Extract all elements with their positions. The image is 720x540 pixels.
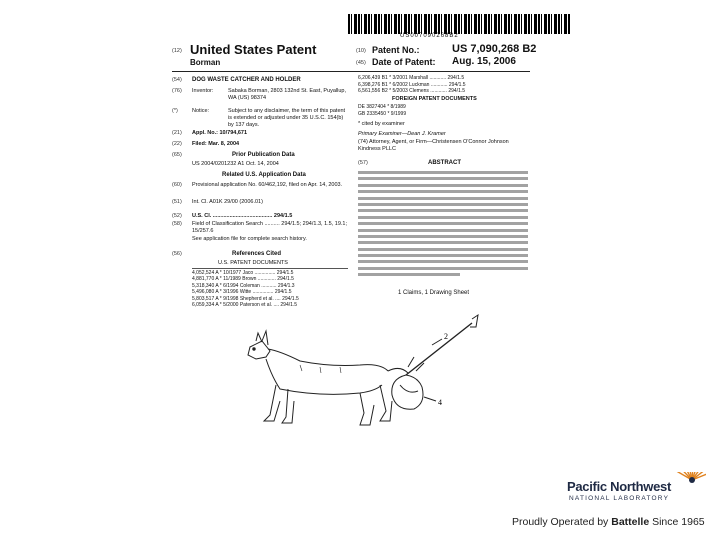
- foreign-list: [358, 104, 528, 117]
- inventor-field: Sabaka Borman, 2803 132nd St. East, Puyallup, WA (US) 98374: [228, 88, 347, 102]
- abstract-line: [358, 248, 528, 251]
- field-search: Field of Classification Search .......... 294/1.5; 294/1.3, 1.5, 19.1; 15/257.6: [192, 221, 348, 235]
- attorney: (74) Attorney, Agent, or Firm—Christensen O'Connor Johnson Kindness PLLC: [358, 139, 509, 153]
- catcher-grip: [470, 315, 478, 327]
- barcode-number: US007090268B2: [400, 33, 459, 39]
- code-52: (52): [172, 213, 182, 219]
- catcher-clip: [408, 357, 424, 371]
- code-76: (76): [172, 88, 182, 94]
- catcher-cup: [392, 375, 423, 409]
- foreign-title: FOREIGN PATENT DOCUMENTS: [392, 96, 477, 102]
- abstract-line: [358, 209, 528, 212]
- code-notice: (*): [172, 108, 178, 114]
- inventor-short: Borman: [190, 58, 221, 67]
- code-10: (10): [356, 48, 366, 54]
- code-60: (60): [172, 182, 182, 188]
- patent-date: Aug. 15, 2006: [452, 56, 516, 67]
- pnnl-name: Pacific Northwest: [567, 479, 671, 494]
- dog-eye: [253, 348, 255, 350]
- foreign-item: DE 3827404 * 8/1989: [358, 104, 406, 110]
- refs-cont-list: [358, 75, 528, 95]
- code-65: (65): [172, 152, 182, 158]
- abstract-line: [358, 184, 528, 187]
- ref-item: 5,318,340 A * 6/1994 Coleman ........... 294/1.3: [192, 282, 295, 289]
- dog-figure: [248, 331, 408, 425]
- ref-item: 6,206,439 B1 * 3/2001 Marshall ............ 294/1.5: [358, 75, 465, 81]
- int-cl: Int. Cl. A01K 29/00 (2006.01): [192, 199, 263, 205]
- ref-item: 4,052,524 A * 10/1977 Jaco ............... 294/1.5: [192, 270, 294, 276]
- refs-list: [192, 270, 352, 308]
- refs-title: References Cited: [232, 251, 282, 257]
- abstract-line: [358, 235, 528, 238]
- abstract-line: [358, 229, 528, 232]
- dog-front-leg: [282, 389, 294, 423]
- field-note: See application file for complete search history.: [192, 236, 307, 242]
- fig-label-2: 2: [444, 332, 448, 341]
- code-58: (58): [172, 221, 182, 227]
- foreign-item: GB 2335450 * 9/1999: [358, 110, 407, 117]
- dog-ear: [256, 333, 262, 342]
- provisional-app: Provisional application No. 60/462,192, filed on Apr. 14, 2003.: [192, 182, 343, 188]
- patent-no-label: Patent No.:: [372, 45, 420, 55]
- prior-pub: US 2004/0201232 A1 Oct. 14, 2004: [192, 161, 279, 167]
- invention-title: DOG WASTE CATCHER AND HOLDER: [192, 77, 301, 83]
- code-56: (56): [172, 251, 182, 257]
- catcher-device: [392, 315, 478, 409]
- abstract-line: [358, 267, 528, 270]
- related-title: Related U.S. Application Data: [222, 172, 306, 178]
- label-leader: [424, 397, 436, 401]
- claims-line: 1 Claims, 1 Drawing Sheet: [398, 290, 470, 296]
- ref-item: 4,881,770 A * 11/1989 Brown ............. 294/1.5: [192, 276, 294, 283]
- dog-tail: [388, 368, 408, 373]
- abstract-title: ABSTRACT: [428, 160, 461, 166]
- abstract-line: [358, 222, 528, 225]
- dog-hind-leg: [360, 393, 374, 425]
- abstract-line: [358, 254, 528, 257]
- catcher-handle: [406, 323, 472, 375]
- dog-back: [268, 349, 388, 371]
- ref-item: 5,803,517 A * 9/1998 Shepherd et al. .... 294/1.5: [192, 295, 299, 302]
- code-12: (12): [172, 48, 182, 54]
- pnnl-sub: NATIONAL LABORATORY: [569, 495, 670, 502]
- dog-front-leg: [264, 385, 280, 421]
- label-leader: [432, 339, 442, 345]
- cited-note: * cited by examiner: [358, 121, 405, 127]
- code-57: (57): [358, 160, 368, 166]
- abstract-line: [358, 203, 528, 206]
- prior-pub-title: Prior Publication Data: [232, 152, 295, 158]
- header-rule: [172, 71, 530, 72]
- inventor-label: Inventor:: [192, 88, 214, 94]
- ref-item: 5,496,080 A * 3/1996 Witte ............... 294/1.5: [192, 289, 292, 296]
- code-21: (21): [172, 130, 182, 136]
- abstract-line: [358, 273, 460, 276]
- patent-number: US 7,090,268 B2: [452, 43, 537, 55]
- ref-item: 6,561,556 B2 * 5/2003 Clemens ............ 294/1.5: [358, 88, 466, 95]
- abstract-line: [358, 190, 528, 193]
- patent-title: United States Patent: [190, 42, 317, 57]
- tagline-pre: Proudly Operated by: [512, 516, 609, 528]
- abstract-line: [358, 177, 528, 180]
- code-45: (45): [356, 60, 366, 66]
- tagline: [512, 516, 705, 528]
- burst-center: [689, 477, 695, 483]
- filed-date: Filed: Mar. 8, 2004: [192, 141, 240, 147]
- code-51: (51): [172, 199, 182, 205]
- code-22: (22): [172, 141, 182, 147]
- ref-item: 6,398,276 B1 * 6/2002 Luckman ............ 294/1.5: [358, 81, 466, 88]
- notice-label: Notice:: [192, 108, 210, 114]
- refs-rule: [192, 268, 348, 269]
- notice-field: Subject to any disclaimer, the term of this patent is extended or adjusted under 35 U.S.C. 154(b) by 137 days.: [228, 108, 346, 129]
- abstract-text-block: [358, 171, 528, 280]
- date-label: Date of Patent:: [372, 57, 436, 67]
- refs-subtitle: U.S. PATENT DOCUMENTS: [218, 260, 288, 266]
- catcher-bag: [400, 385, 418, 392]
- primary-examiner: Primary Examiner—Dean J. Kramer: [358, 131, 446, 137]
- dog-hind-leg: [380, 385, 392, 421]
- dog-head: [248, 341, 270, 359]
- tagline-brand: Battelle: [611, 516, 650, 528]
- ref-item: 6,059,334 A * 5/2000 Paterson et al. .... 294/1.5: [192, 302, 298, 309]
- patent-drawing: [210, 305, 480, 455]
- code-54: (54): [172, 77, 182, 83]
- tagline-post: Since 1965: [652, 516, 705, 528]
- abstract-line: [358, 171, 528, 174]
- abstract-line: [358, 260, 528, 263]
- fig-label-4: 4: [438, 398, 442, 407]
- abstract-line: [358, 216, 528, 219]
- dog-fur: [300, 365, 341, 373]
- appl-no: Appl. No.: 10/794,671: [192, 130, 248, 136]
- us-cl: U.S. Cl. ....................................... 294/1.5: [192, 213, 293, 219]
- barcode: [348, 14, 570, 34]
- abstract-line: [358, 197, 528, 200]
- abstract-line: [358, 241, 528, 244]
